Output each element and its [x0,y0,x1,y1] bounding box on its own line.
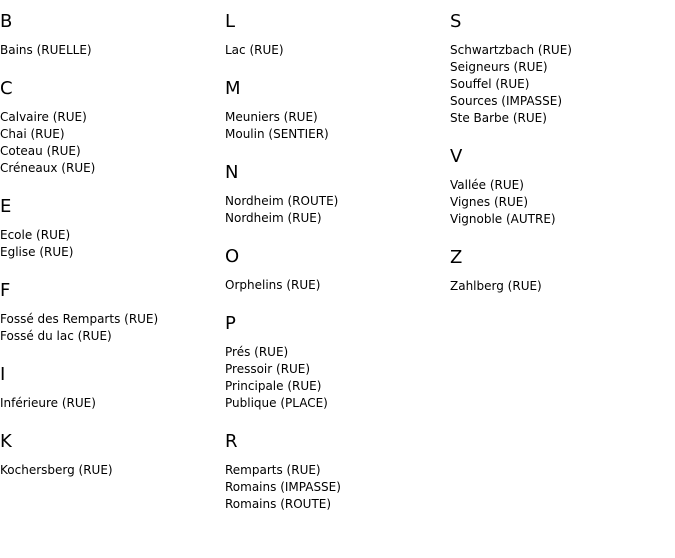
street-link[interactable]: Nordheim (ROUTE) [225,194,339,208]
street-link[interactable]: Vallée (RUE) [450,178,524,192]
letter-group-c [0,78,225,177]
street-index-column-1 [0,0,225,498]
letter-group-l [225,11,450,59]
street-link[interactable]: Moulin (SENTIER) [225,127,329,141]
street-link[interactable]: Prés (RUE) [225,345,289,359]
street-link[interactable]: Publique (PLACE) [225,396,328,410]
street-index-column-2 [225,0,450,532]
street-link[interactable]: Fossé du lac (RUE) [0,329,112,343]
street-link[interactable]: Kochersberg (RUE) [0,463,113,477]
street-link[interactable]: Nordheim (RUE) [225,211,322,225]
street-link[interactable]: Schwartzbach (RUE) [450,43,572,57]
letter-heading-c: C [0,78,13,99]
street-link[interactable]: Bains (RUELLE) [0,43,92,57]
street-link[interactable]: Zahlberg (RUE) [450,279,542,293]
letter-group-r [225,431,450,513]
letter-group-z [450,247,675,295]
letter-heading-r: R [225,431,238,452]
street-link[interactable]: Ecole (RUE) [0,228,71,242]
letter-heading-n: N [225,162,239,183]
street-link[interactable]: Ste Barbe (RUE) [450,111,547,125]
street-link[interactable]: Fossé des Remparts (RUE) [0,312,159,326]
street-link[interactable]: Eglise (RUE) [0,245,74,259]
street-link[interactable]: Sources (IMPASSE) [450,94,563,108]
letter-group-e [0,196,225,261]
street-link[interactable]: Calvaire (RUE) [0,110,87,124]
letter-group-n [225,162,450,227]
letter-group-p [225,313,450,412]
street-link[interactable]: Seigneurs (RUE) [450,60,548,74]
letter-group-o [225,246,450,294]
street-link[interactable]: Coteau (RUE) [0,144,81,158]
street-link[interactable]: Romains (IMPASSE) [225,480,341,494]
letter-heading-k: K [0,431,12,452]
letter-heading-b: B [0,11,13,32]
letter-heading-e: E [0,196,12,217]
letter-group-i [0,364,225,412]
letter-heading-i: I [0,364,6,385]
street-link[interactable]: Orphelins (RUE) [225,278,321,292]
letter-heading-o: O [225,246,240,267]
letter-heading-m: M [225,78,241,99]
street-link[interactable]: Créneaux (RUE) [0,161,96,175]
street-link[interactable]: Souffel (RUE) [450,77,530,91]
letter-heading-s: S [450,11,462,32]
street-link[interactable]: Remparts (RUE) [225,463,321,477]
letter-heading-p: P [225,313,236,334]
street-index-column-3 [450,0,675,314]
letter-group-v [450,146,675,228]
letter-heading-f: F [0,280,11,301]
street-link[interactable]: Lac (RUE) [225,43,284,57]
letter-heading-v: V [450,146,463,167]
street-link[interactable]: Principale (RUE) [225,379,322,393]
letter-group-b [0,11,225,59]
letter-group-s [450,11,675,127]
street-link[interactable]: Pressoir (RUE) [225,362,311,376]
street-link[interactable]: Inférieure (RUE) [0,396,96,410]
street-link[interactable]: Vignoble (AUTRE) [450,212,556,226]
letter-heading-z: Z [450,247,463,268]
letter-group-m [225,78,450,143]
street-link[interactable]: Romains (ROUTE) [225,497,332,511]
street-link[interactable]: Chai (RUE) [0,127,65,141]
street-link[interactable]: Meuniers (RUE) [225,110,318,124]
letter-heading-l: L [225,11,236,32]
letter-group-f [0,280,225,345]
letter-group-k [0,431,225,479]
street-link[interactable]: Vignes (RUE) [450,195,529,209]
